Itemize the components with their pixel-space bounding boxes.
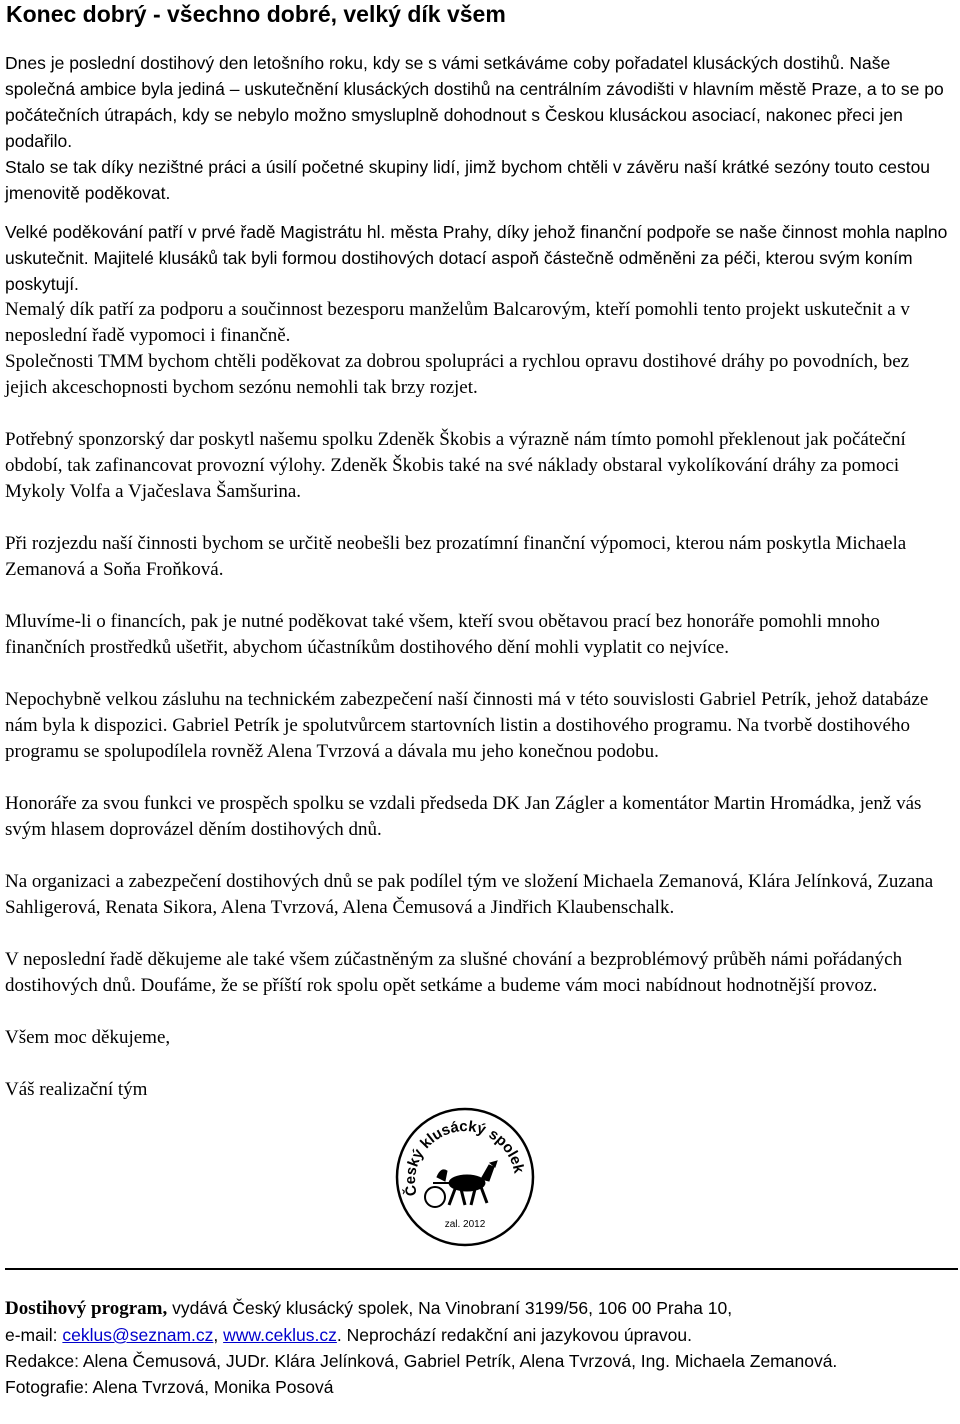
colophon-editors: Redakce: Alena Čemusová, JUDr. Klára Jelínková, Gabriel Petrík, Alena Tvrzová, Ing. Michaela Zemanová. — [5, 1351, 838, 1371]
contact-separator: , — [213, 1325, 224, 1345]
email-label: e-mail: — [5, 1325, 63, 1345]
colophon-photos: Fotografie: Alena Tvrzová, Monika Posová — [5, 1377, 334, 1397]
thanks-line: Všem moc děkujeme, — [5, 1027, 171, 1048]
colophon — [5, 1295, 955, 1400]
paragraph-thanks-intro: Stalo se tak díky nezištné práci a úsilí početné skupiny lidí, jimž bychom chtěli v závěru naší krátké sezóny touto cestou jmenovitě poděkovat. — [5, 157, 931, 203]
colophon-publisher — [5, 1295, 955, 1322]
website-link[interactable]: www.ceklus.cz — [223, 1325, 337, 1345]
paragraph-technical: Nepochybně velkou zásluhu na technickém zabezpečení naší činnosti má v této souvislosti Gabriel Petrík, jehož databáze nám byla k dispozici. Gabriel Petrík je spolutvůrcem startovních listin a dostihového programu. Na tvorbě dostihového programu se spolupodílela rovněž Alena Tvrzová a dávala mu jeho konečnou podobu. — [5, 689, 929, 762]
colophon-contacts — [5, 1322, 955, 1348]
paragraph-closing: V neposlední řadě děkujeme ale také všem zúčastněným za slušné chování a bezproblémový průběh námi pořádaných dostihových dnů. Doufáme, že se příští rok spolu opět setkáme a budeme vám moci nabídnout hodnotnější provoz. — [5, 949, 903, 996]
paragraph-magistrat: Velké poděkování patří v prvé řadě Magistrátu hl. města Prahy, díky jehož finanční podpoře se naše činnost mohla naplno uskutečnit. Majitelé klusáků tak byli formou dostihových dotací aspoň částečně odměněni za péči, kterou svým koním poskytují. — [5, 222, 948, 294]
paragraph-startup-funding: Při rozjezdu naší činnosti bychom se určitě neobešli bez prozatímní finanční výpomoci, kterou nám poskytla Michaela Zemanová a Soňa Froňková. — [5, 533, 907, 580]
signature-line: Váš realizační tým — [5, 1079, 148, 1100]
paragraph-sponsor: Potřebný sponzorský dar poskytl našemu spolku Zdeněk Škobis a výrazně nám tímto pomohl překlenout jak počáteční období, tak zafinancovat provozní výlohy. Zdeněk Škobis také na své náklady obstaral vykolíkování dráhy za pomoci Mykoly Volfa a Vjačeslava Šamšurina. — [5, 429, 906, 502]
paragraph-volunteers: Mluvíme-li o financích, pak je nutné poděkovat také všem, kteří svou obětavou prací bez honoráře pomohli mnoho finančních prostředků ušetřit, abychom účastníkům dostihového dění mohli vyplatit co nejvíce. — [5, 611, 880, 658]
logo-ring-text: Český klusácký spolek — [401, 1118, 528, 1198]
paragraph-honoraria: Honoráře za svou funkci ve prospěch spolku se vzdali předseda DK Jan Zágler a komentátor Martin Hromádka, jenž vás svým hlasem doprovázel děním dostihových dnů. — [5, 793, 922, 840]
email-link[interactable]: ceklus@seznam.cz — [62, 1325, 214, 1345]
colophon-program-label: Dostihový program, — [5, 1298, 168, 1319]
article-body — [5, 50, 955, 1103]
paragraph-organization: Na organizaci a zabezpečení dostihových dnů se pak podílel tým ve složení Michaela Zemanová, Klára Jelínková, Zuzana Sahligerová, Renata Sikora, Alena Tvrzová, Alena Čemusová a Jindřich Klaubenschalk. — [5, 871, 934, 918]
paragraph-balcar: Nemalý dík patří za podporu a součinnost bezesporu manželům Balcarovým, kteří pomohli tento projekt uskutečnit a v neposlední řadě vypomoci i finančně. — [5, 299, 910, 346]
footer-divider — [5, 1268, 958, 1270]
club-logo — [393, 1105, 537, 1249]
logo-year: zal. 2012 — [444, 1219, 486, 1230]
page-title: Konec dobrý - všechno dobré, velký dík všem — [6, 1, 506, 27]
paragraph-intro: Dnes je poslední dostihový den letošního roku, kdy se s vámi setkáváme coby pořadatel klusáckých dostihů. Naše společná ambice byla jediná – uskutečnění klusáckých dostihů na centrálním závodišti v hlavním městě Praze, a to se po počátečních útrapách, kdy se nebylo možno smysluplně dohodnout s Českou klusáckou asociací, nakonec přeci jen podařilo. — [5, 53, 944, 151]
editorial-note: . Neprochází redakční ani jazykovou úpravou. — [336, 1325, 692, 1345]
paragraph-tmm: Společnosti TMM bychom chtěli poděkovat za dobrou spolupráci a rychlou opravu dostihové dráhy po povodních, bez jejich akceschopnosti bychom sezónu nemohli tak brzy rozjet. — [5, 351, 910, 398]
club-seal-icon — [393, 1105, 537, 1249]
colophon-publisher-address: vydává Český klusácký spolek, Na Vinobraní 3199/56, 106 00 Praha 10, — [167, 1298, 733, 1318]
